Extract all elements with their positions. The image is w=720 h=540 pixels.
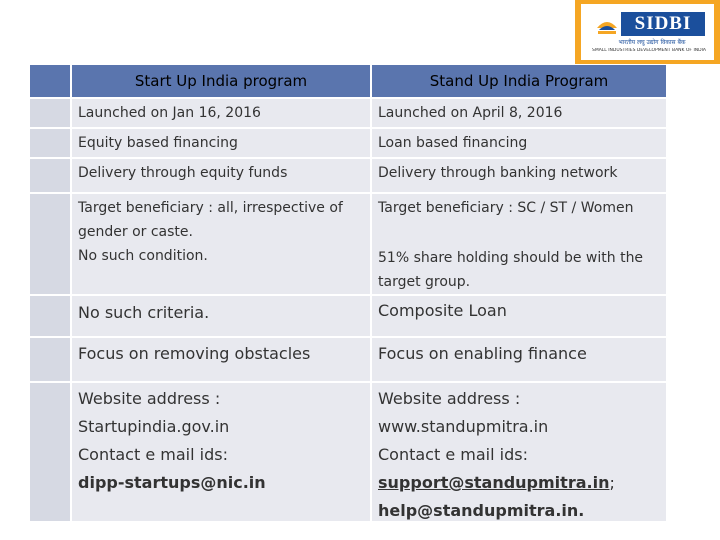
table-row (30, 159, 666, 192)
row-side-cell (30, 383, 70, 521)
logo-hindi-text: भारतीय लघु उद्योग विकास बैंक (618, 39, 686, 46)
startup-contact-cell (72, 383, 370, 521)
standup-support-email-link[interactable]: support@standupmitra.in (378, 473, 610, 492)
startup-beneficiary-cell (72, 194, 370, 294)
sidbi-logo (575, 0, 720, 64)
row-side-cell (30, 338, 70, 381)
startup-launch-cell: Launched on Jan 16, 2016 (72, 99, 370, 127)
standup-email-line (378, 469, 660, 497)
header-startup: Start Up India program (72, 65, 370, 97)
standup-financing-cell: Loan based financing (372, 129, 666, 157)
table-row (30, 194, 666, 294)
standup-launch-cell: Launched on April 8, 2016 (372, 99, 666, 127)
row-side-cell (30, 129, 70, 157)
standup-contact-cell (372, 383, 666, 521)
logo-brand-text: SIDBI (621, 12, 705, 36)
startup-condition-text: No such condition. (78, 248, 208, 264)
email-separator: ; (609, 473, 615, 492)
startup-email[interactable]: dipp-startups@nic.in (78, 473, 266, 492)
row-side-cell (30, 99, 70, 127)
standup-contact-label: Contact e mail ids: (378, 445, 528, 464)
startup-contact-label: Contact e mail ids: (78, 445, 228, 464)
standup-beneficiary-text: Target beneficiary : SC / ST / Women (378, 200, 634, 216)
standup-website-label: Website address : (378, 389, 521, 408)
standup-condition-text: 51% share holding should be with the target group. (378, 250, 644, 290)
row-side-cell (30, 159, 70, 192)
standup-beneficiary-cell (372, 194, 666, 294)
startup-beneficiary-text: Target beneficiary : all, irrespective of gender or caste. (78, 200, 343, 240)
sidbi-emblem-icon (595, 14, 619, 36)
logo-panel (581, 4, 714, 60)
table-row (30, 296, 666, 336)
standup-help-email[interactable]: help@standupmitra.in. (378, 501, 585, 520)
row-side-cell (30, 296, 70, 336)
startup-focus-cell: Focus on removing obstacles (72, 338, 370, 381)
startup-website-label: Website address : (78, 389, 221, 408)
startup-financing-cell: Equity based financing (72, 129, 370, 157)
header-side-cell (30, 65, 70, 97)
startup-criteria-cell: No such criteria. (72, 296, 370, 336)
table-row (30, 129, 666, 157)
startup-delivery-cell: Delivery through equity funds (72, 159, 370, 192)
logo-subtitle: SMALL INDUSTRIES DEVELOPMENT BANK OF INDIA (591, 48, 707, 53)
header-standup: Stand Up India Program (372, 65, 666, 97)
startup-website[interactable]: Startupindia.gov.in (78, 417, 230, 436)
table-row (30, 383, 666, 521)
standup-loan-cell: Composite Loan (372, 296, 666, 336)
standup-delivery-cell: Delivery through banking network (372, 159, 666, 192)
standup-focus-cell: Focus on enabling finance (372, 338, 666, 381)
table-header-row (30, 65, 666, 97)
row-side-cell (30, 194, 70, 294)
table-row (30, 338, 666, 381)
table-row (30, 99, 666, 127)
standup-website[interactable]: www.standupmitra.in (378, 417, 549, 436)
